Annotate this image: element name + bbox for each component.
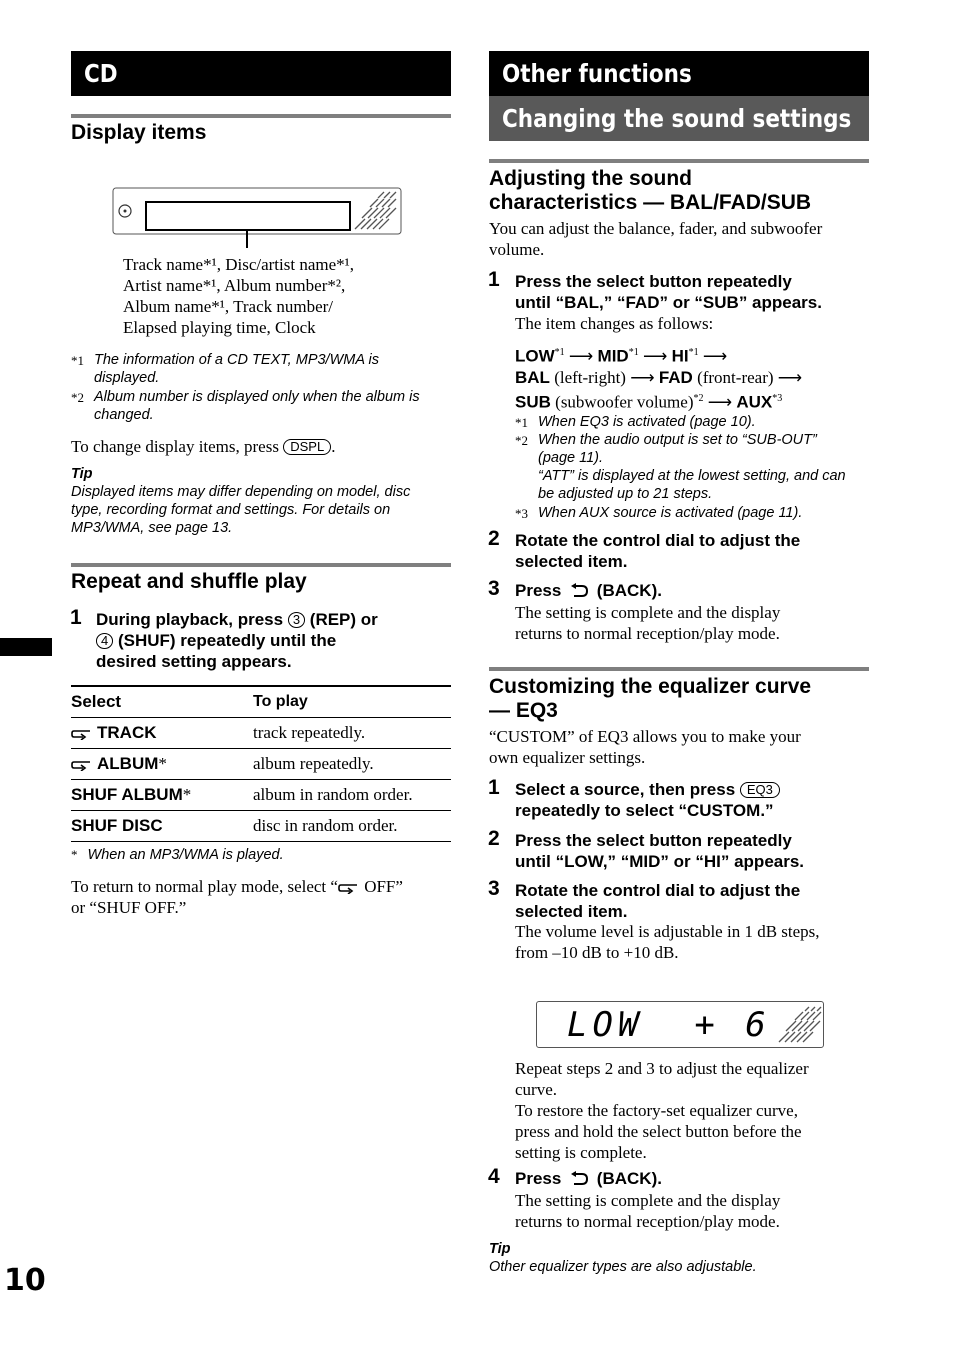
col-play: To play	[253, 693, 308, 710]
adjust-flow: LOW$^{*1}$ ⟶ MID$^{*1}$ ⟶ HI$^{*1}$ ⟶ BAL (left-right) ⟶ FAD (front-rear) ⟶ SUB (subwoofer volume)$^{*2}$ ⟶ AUX$^{*3}$	[515, 346, 803, 412]
table-row: SHUF ALBUM* album in random order.	[71, 780, 451, 811]
repeat-icon	[71, 726, 93, 740]
heading-rule	[71, 114, 451, 118]
subsection-title: Changing the sound settings	[489, 96, 869, 141]
button-4[interactable]: 4	[96, 633, 113, 649]
page-number: 10	[4, 1263, 46, 1298]
footnote-1: *1 The information of a CD TEXT, MP3/WMA is displayed.	[71, 352, 379, 386]
step-number: 1	[488, 268, 500, 291]
adjust-step-2: Rotate the control dial to adjust the selected item.	[515, 531, 801, 571]
section-title-other: Other functions	[489, 51, 869, 96]
arrow-right-icon: ⟶	[702, 346, 728, 366]
eq-heading: Customizing the equalizer curve — EQ3	[489, 675, 812, 722]
eq3-button[interactable]: EQ3	[740, 782, 780, 798]
return-normal-text: To return to normal play mode, select “ OFF” or “SHUF OFF.”	[71, 877, 403, 917]
tip-display: Tip Displayed items may differ depending on model, disc type, recording format and settings. For details on MP3/WMA, see page 13.	[71, 466, 411, 536]
adjust-footnote-2: *2 When the audio output is set to “SUB-OUT” (page 11). “ATT” is displayed at the lowest setting, and can be adjusted up to 21 steps.	[515, 432, 846, 502]
repeat-step-1: During playback, press 3 (REP) or 4 (SHUF) repeatedly until the desired setting appears.	[96, 610, 378, 671]
eq-display	[536, 1001, 824, 1048]
table-header	[71, 686, 451, 718]
back-icon[interactable]	[569, 583, 589, 597]
heading-rule	[71, 563, 451, 567]
arrow-right-icon: ⟶	[642, 346, 668, 366]
col-select: Select	[71, 692, 122, 711]
step-number: 3	[488, 877, 500, 900]
repeat-icon	[338, 880, 360, 894]
adjust-step-1: Press the select button repeatedly until “BAL,” “FAD” or “SUB” appears.	[515, 272, 822, 312]
eq-step-3-sub: The volume level is adjustable in 1 dB steps, from –10 dB to +10 dB.	[515, 922, 820, 962]
arrow-right-icon: ⟶	[630, 367, 655, 387]
table-row: TRACK track repeatedly.	[71, 718, 451, 749]
eq-step-1: Select a source, then press EQ3 repeatedly to select “CUSTOM.”	[515, 779, 780, 821]
display-items-heading: Display items	[71, 121, 207, 144]
display-items-caption: Track name*¹, Disc/artist name*¹, Artist name*¹, Album number*², Album name*¹, Track number/ Elapsed playing time, Clock	[123, 255, 354, 337]
adjust-step-3: Press (BACK).	[515, 581, 662, 600]
eq-step-4-sub: The setting is complete and the display returns to normal reception/play mode.	[515, 1191, 781, 1231]
step-number: 1	[70, 606, 82, 629]
step-number: 2	[488, 827, 500, 850]
adjust-intro: You can adjust the balance, fader, and subwoofer volume.	[489, 219, 823, 259]
change-display-text: To change display items, press DSPL .	[71, 437, 336, 456]
adjust-footnote-3: *3 When AUX source is activated (page 11).	[515, 505, 803, 521]
adjust-step-3-sub: The setting is complete and the display returns to normal reception/play mode.	[515, 603, 781, 643]
section-tab	[0, 638, 52, 656]
footnote-2: *2 Album number is displayed only when the album is changed.	[71, 389, 420, 423]
adjust-footnote-1: *1 When EQ3 is activated (page 10).	[515, 414, 756, 430]
repeat-table	[71, 685, 451, 842]
eq-display-text: LOW + 6	[567, 1005, 771, 1045]
adjust-step-1-sub: The item changes as follows:	[515, 314, 714, 333]
eq-intro: “CUSTOM” of EQ3 allows you to make your own equalizer settings.	[489, 727, 801, 767]
section-title-cd: CD	[71, 51, 451, 96]
dspl-button[interactable]: DSPL	[283, 439, 331, 455]
eq-step-3: Rotate the control dial to adjust the selected item.	[515, 881, 801, 921]
repeat-heading: Repeat and shuffle play	[71, 570, 307, 593]
button-3[interactable]: 3	[288, 612, 305, 628]
step-number: 3	[488, 577, 500, 600]
table-row: ALBUM* album repeatedly.	[71, 749, 451, 780]
arrow-right-icon: ⟶	[707, 392, 733, 412]
eq-after-text: Repeat steps 2 and 3 to adjust the equalizer curve. To restore the factory-set equalizer curve, press and hold the select button before the setting is complete.	[515, 1059, 809, 1162]
cd-display-illustration	[112, 186, 404, 250]
step-number: 2	[488, 527, 500, 550]
arrow-right-icon: ⟶	[777, 367, 803, 387]
heading-rule	[489, 159, 869, 163]
arrow-right-icon: ⟶	[568, 346, 594, 366]
back-icon[interactable]	[569, 1171, 589, 1185]
step-number: 1	[488, 776, 500, 799]
step-number: 4	[488, 1165, 500, 1188]
eq-step-2: Press the select button repeatedly until “LOW,” “MID” or “HI” appears.	[515, 831, 805, 871]
footnote-star: * When an MP3/WMA is played.	[71, 847, 284, 863]
table-row: SHUF DISC disc in random order.	[71, 811, 451, 842]
heading-rule	[489, 667, 869, 671]
adjust-heading: Adjusting the sound characteristics — BAL/FAD/SUB	[489, 167, 812, 214]
repeat-icon	[71, 757, 93, 771]
level-meter-icon	[777, 1006, 823, 1044]
tip-eq: Tip Other equalizer types are also adjustable.	[489, 1241, 757, 1275]
eq-step-4: Press (BACK).	[515, 1169, 662, 1188]
